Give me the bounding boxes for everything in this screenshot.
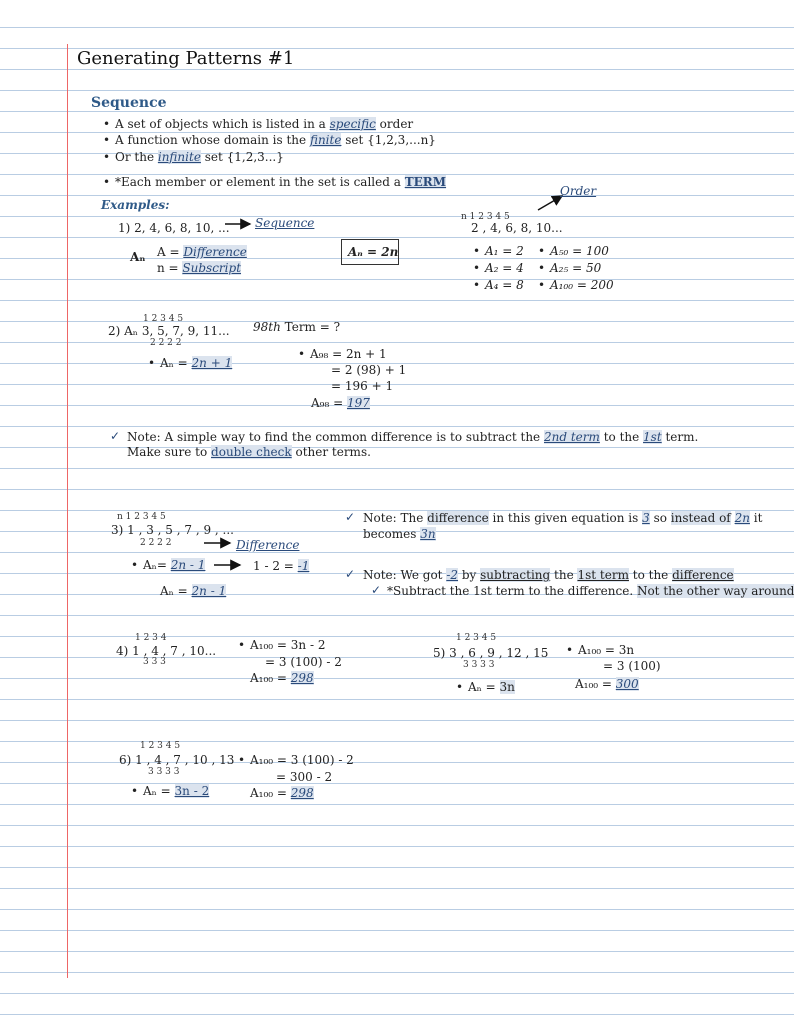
ex5-work-3: A₁₀₀ = 300 (575, 677, 639, 691)
ex5-an: • Aₙ = 3n (468, 680, 515, 694)
ex2-work-1: • A₉₈ = 2n + 1 (310, 347, 387, 361)
ex1-an: Aₙ (130, 250, 146, 264)
order-arrow (538, 196, 562, 210)
ex1-term-a100: • A₁₀₀ = 200 (550, 278, 614, 292)
bullet-3: • Or the infinite set {1,2,3...} (115, 150, 284, 164)
note-a-check-icon: ✓ (345, 510, 356, 524)
bullet-2: • A function whose domain is the finite set {1,2,3,...n} (115, 133, 436, 147)
ex1-term-a4: • A₄ = 8 (485, 278, 524, 292)
ex3-an: • Aₙ= 2n - 1 (143, 558, 205, 572)
ex3-note-c: *Subtract the 1st term to the difference. Not the other way around (387, 584, 794, 598)
ex2-question: 98th Term = ? (253, 320, 341, 334)
ex4-sequence: 4) 1 , 4 , 7 , 10... (116, 644, 217, 658)
ex2-sequence: 2) Aₙ 3, 5, 7, 9, 11... (108, 324, 230, 338)
ex4-index-row: 1 2 3 4 (135, 633, 167, 643)
ex6-index-row: 1 2 3 4 5 (140, 741, 181, 751)
bullet-4: • *Each member or element in the set is called a TERM (115, 175, 446, 189)
ex3-index-row: n 1 2 3 4 5 (117, 512, 166, 522)
ex1-sequence: 1) 2, 4, 6, 8, 10, ... (118, 221, 230, 235)
ex3-an-2: Aₙ = 2n - 1 (160, 584, 227, 598)
ex3-note-a-line2: becomes 3n (363, 527, 436, 541)
ex4-work-2: = 3 (100) - 2 (265, 655, 342, 669)
order-label: Order (560, 184, 597, 198)
ex6-work-3: A₁₀₀ = 298 (250, 786, 314, 800)
note-c-check-icon: ✓ (371, 583, 382, 597)
ex1-formula: Aₙ = 2n (348, 245, 399, 259)
ex5-sequence: 5) 3 , 6 , 9 , 12 , 15 (433, 646, 549, 660)
ex4-work-3: A₁₀₀ = 298 (250, 671, 314, 685)
ex6-an: • Aₙ = 3n - 2 (143, 784, 209, 798)
ex1-def-n: n = Subscript (157, 261, 242, 275)
ex3-diff-row: 2 2 2 2 (140, 538, 172, 548)
ex3-note-b: Note: We got -2 by subtracting the 1st term to the difference (363, 568, 734, 582)
ex1-term-a25: • A₂₅ = 50 (550, 261, 601, 275)
ex2-an: • Aₙ = 2n + 1 (160, 356, 232, 370)
ex2-work-2: = 2 (98) + 1 (331, 363, 407, 377)
ex1-def-a: A = Difference (157, 245, 247, 259)
examples-label: Examples: (101, 198, 170, 212)
ex2-work-3: = 196 + 1 (331, 379, 394, 393)
section-heading: Sequence (91, 95, 167, 111)
note1-check-icon: ✓ (110, 429, 121, 443)
ex1-term-a50: • A₅₀ = 100 (550, 244, 609, 258)
ex3-calc: 1 - 2 = -1 (253, 559, 310, 573)
note1-line2: Make sure to double check other terms. (127, 445, 371, 459)
ex2-work-4: A₉₈ = 197 (311, 396, 370, 410)
ex5-index-row: 1 2 3 4 5 (456, 633, 497, 643)
ex6-work-1: • A₁₀₀ = 3 (100) - 2 (250, 753, 354, 767)
ex5-work-2: = 3 (100) (603, 659, 661, 673)
ex3-note-a-line1: Note: The difference in this given equation is 3 so instead of 2n it (363, 511, 763, 525)
ex1-sequence-label: Sequence (255, 216, 315, 230)
ex5-work-1: • A₁₀₀ = 3n (578, 643, 634, 657)
ex2-index-row: 1 2 3 4 5 (143, 314, 184, 324)
ex1-right-sequence: 2 , 4, 6, 8, 10... (471, 221, 563, 235)
ex3-sequence: 3) 1 , 3 , 5 , 7 , 9 , ... (111, 523, 234, 537)
ex1-term-a2: • A₂ = 4 (485, 261, 524, 275)
ex4-diff-row: 3 3 3 (143, 657, 166, 667)
ex1-index-row: n 1 2 3 4 5 (461, 212, 510, 222)
ex3-difference-label: Difference (236, 538, 300, 552)
ex1-term-a1: • A₁ = 2 (485, 244, 524, 258)
note-b-check-icon: ✓ (345, 567, 356, 581)
ex6-work-2: = 300 - 2 (276, 770, 333, 784)
ex6-diff-row: 3 3 3 3 (148, 767, 180, 777)
bullet-1: • A set of objects which is listed in a specific order (115, 117, 413, 131)
ex6-sequence: 6) 1 , 4 , 7 , 10 , 13 (119, 753, 235, 767)
ex5-diff-row: 3 3 3 3 (463, 660, 495, 670)
ex4-work-1: • A₁₀₀ = 3n - 2 (250, 638, 325, 652)
note1-line1: Note: A simple way to find the common difference is to subtract the 2nd term to the 1st term. (127, 430, 699, 444)
ex2-diff-row: 2 2 2 2 (150, 338, 182, 348)
page-title: Generating Patterns #1 (77, 48, 295, 69)
